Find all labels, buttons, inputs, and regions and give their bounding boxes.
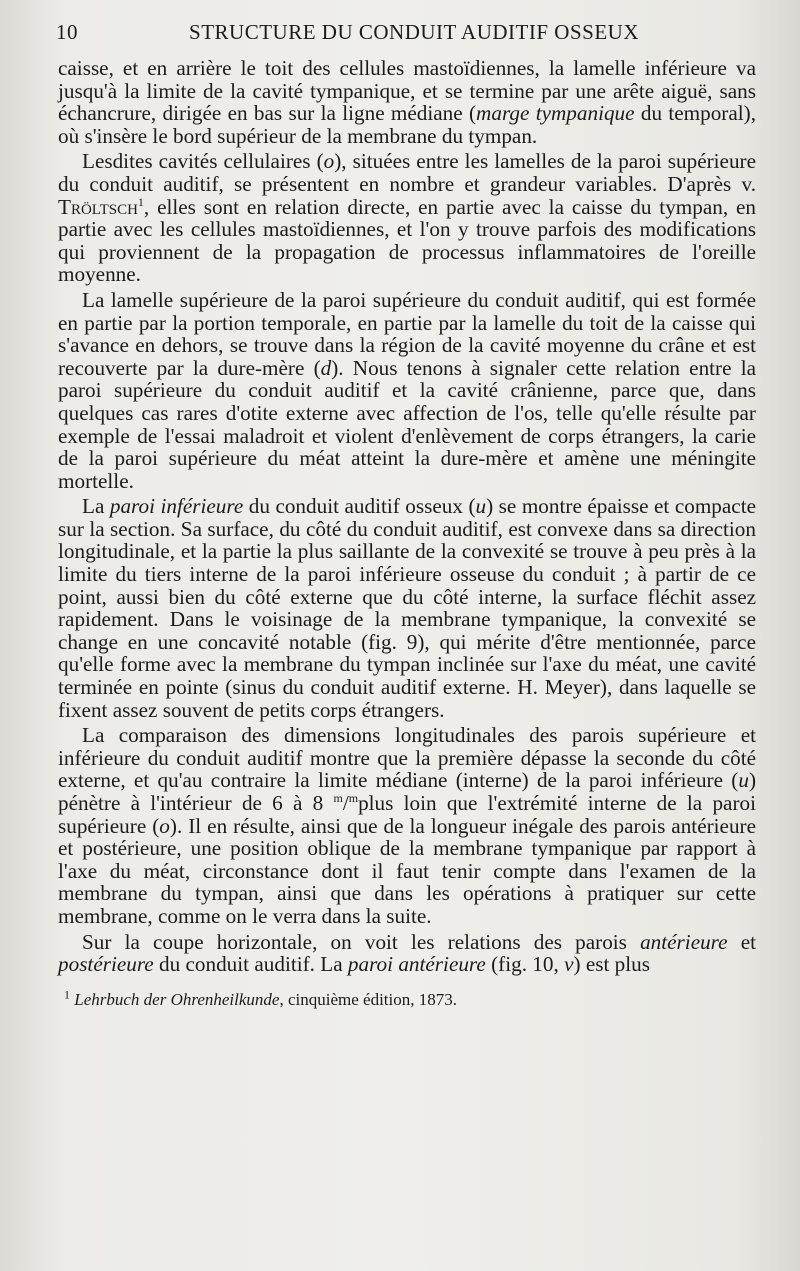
text-run: Sur la coupe horizontale, on voit les relations des parois: [82, 929, 641, 954]
text-run: La lamelle supérieure de la paroi supérieure du conduit auditif, qui est formée en partie par la portion temporale, en partie par la lamelle du toit de la caisse qui s'avance en dehors, se trouve dans la région de la cavité moyenne du crâne et est recouverte par la dure-mère (: [58, 287, 756, 380]
unit-sup: m: [348, 790, 359, 805]
text-run: ) pénètre à l'intérieur de 6 à 8: [58, 768, 756, 815]
text-run: caisse, et en arrière le toit des cellules mastoïdiennes, la lamelle inférieure va jusqu'à la limite de la cavité tympanique, et se termine par une arête aiguë, sans échancrure, dirigée en bas sur la ligne médiane (: [58, 56, 756, 126]
page-number: 10: [56, 20, 78, 44]
italic-run: o: [159, 813, 170, 838]
footnote-marker: 1: [64, 987, 70, 1002]
paragraph-4: [58, 495, 756, 721]
italic-run: antérieure: [640, 929, 728, 954]
text-run: (fig. 10,: [485, 952, 565, 977]
italic-run: marge tympanique: [476, 101, 635, 126]
italic-run: d: [320, 355, 332, 380]
author-name: Tröltsch: [58, 194, 138, 219]
italic-run: paroi inférieure: [109, 494, 244, 519]
text-run: ), situées entre les lamelles de la paroi supérieure du conduit auditif, se présentent en nombre et grandeur variables. D'après v.: [58, 149, 757, 196]
text-run: ) se montre épaisse et compacte sur la section. Sa surface, du côté du conduit auditif, est convexe dans sa direction longitudinale, et la partie la plus saillante de la convexité se trouve à peu près à la limite du tiers interne de la paroi inférieure osseuse du conduit ; à partir de ce point, aussi bien du côté externe que du côté interne, la surface fléchit assez rapidement. Dans le voisinage de la membrane tympanique, la convexité se change en une concavité notable (fig. 9), qui mérite d'être mentionnée, parce qu'elle forme avec la membrane du tympan inclinée sur l'axe du méat, une cavité terminée en pointe (sinus du conduit auditif externe. H. Meyer), dans laquelle se fixent assez souvent de petits corps étrangers.: [58, 494, 756, 722]
paragraph-3: [58, 289, 756, 492]
text-run: et: [727, 929, 757, 954]
text-run: Lesdites cavités cellulaires (: [82, 149, 324, 174]
text-run: du conduit auditif. La: [153, 952, 348, 977]
italic-run: postérieure: [58, 952, 154, 977]
text-run: ). Il en résulte, ainsi que de la longueur inégale des parois antérieure et postérieure, une position oblique de la membrane tympanique par rapport à l'axe du méat, circonstance dont il faut tenir compte dans l'examen de la membrane du tympan, ainsi que dans les opérations à pratiquer sur cette membrane, comme on le verra dans la suite.: [58, 813, 756, 928]
running-header: [56, 20, 756, 50]
paragraph-5: [58, 724, 756, 927]
text-run: ). Nous tenons à signaler cette relation entre la paroi supérieure du conduit auditif et la cavité crânienne, parce que, dans quelques cas rares d'otite externe avec affection de l'os, telle qu'elle résulte par exemple de l'essai maladroit et violent d'enlèvement de corps étrangers, la carie de la paroi supérieure du méat atteint la dure-mère et amène une méningite mortelle.: [58, 355, 756, 493]
footnote: [58, 987, 756, 1010]
footnote-book-title: Lehrbuch der Ohrenheilkunde: [74, 989, 280, 1009]
unit-slash: /: [342, 791, 349, 815]
body-text: [58, 57, 756, 976]
text-run: La: [82, 494, 110, 519]
text-run: plus loin que l'extrémité interne de la paroi supérieure (: [58, 791, 756, 838]
unit-sup: m: [333, 790, 343, 805]
footnote-text: , cinquième édition, 1873.: [279, 989, 457, 1009]
text-run: du temporal), où s'insère le bord supérieur de la membrane du tympan.: [58, 101, 757, 148]
paragraph-1: [58, 57, 756, 147]
text-run: ) est plus: [573, 952, 650, 977]
paragraph-2: [58, 150, 756, 286]
running-title: STRUCTURE DU CONDUIT AUDITIF OSSEUX: [189, 20, 639, 44]
text-run: , elles sont en relation directe, en partie avec la caisse du tympan, en partie avec les cellules mastoïdiennes, et l'on y trouve parfois des modifications qui proviennent de la propagation de processus inflammatoires de l'oreille moyenne.: [58, 194, 756, 287]
italic-run: o: [323, 149, 335, 174]
italic-run: u: [475, 494, 487, 519]
text-run: La comparaison des dimensions longitudinales des parois supérieure et inférieure du conduit auditif montre que la première dépasse la seconde du côté externe, et qu'au contraire la limite médiane (interne) de la paroi inférieure (: [58, 723, 756, 793]
text-run: du conduit auditif osseux (: [243, 494, 476, 519]
italic-run: v: [564, 952, 574, 977]
paragraph-6: [58, 931, 756, 976]
footnote-ref: 1: [137, 194, 144, 209]
italic-run: paroi antérieure: [347, 952, 486, 977]
italic-run: u: [738, 768, 749, 793]
